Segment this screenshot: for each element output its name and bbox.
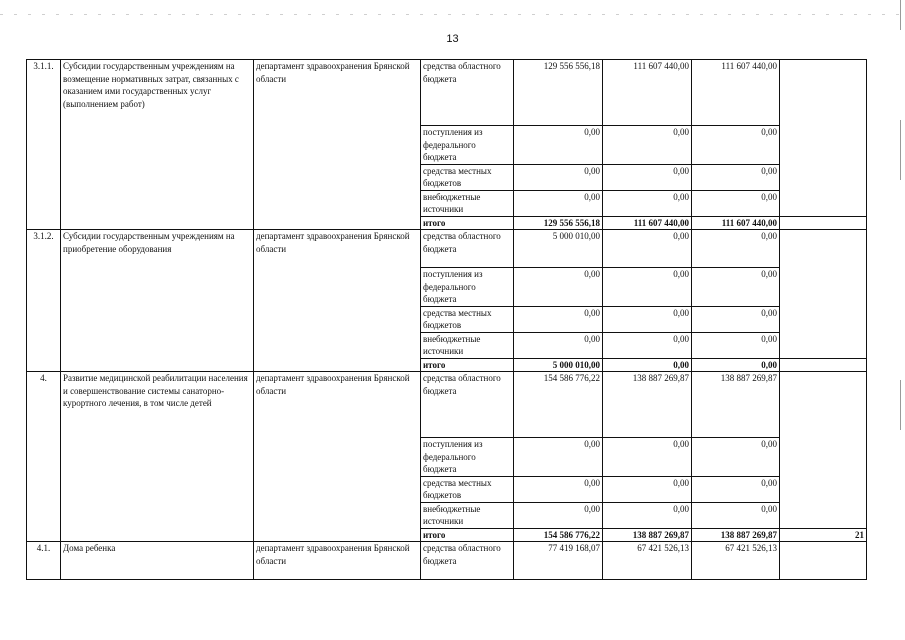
amount-year-3: 0,00 xyxy=(692,502,780,528)
amount-year-2: 0,00 xyxy=(603,332,692,358)
item-executor: департамент здравоохранения Брянской области xyxy=(254,60,421,230)
item-name: Развитие медицинской реабилитации населения и совершенствование системы санаторно-курортного лечения, в том числе детей xyxy=(61,372,254,542)
item-name: Субсидии государственным учреждениям на приобретение оборудования xyxy=(61,230,254,372)
amount-year-2: 0,00 xyxy=(603,502,692,528)
extra-cell xyxy=(780,358,867,372)
amount-year-2: 0,00 xyxy=(603,306,692,332)
extra-cell xyxy=(780,216,867,230)
amount-year-2: 0,00 xyxy=(603,190,692,216)
funding-source: поступления из федерального бюджета xyxy=(421,126,514,165)
amount-year-3: 0,00 xyxy=(692,230,780,268)
table-row xyxy=(27,60,867,126)
amount-year-3: 0,00 xyxy=(692,306,780,332)
amount-year-2: 0,00 xyxy=(603,164,692,190)
amount-year-2: 0,00 xyxy=(603,268,692,307)
amount-year-3: 0,00 xyxy=(692,332,780,358)
amount-year-3: 0,00 xyxy=(692,358,780,372)
amount-year-3: 111 607 440,00 xyxy=(692,60,780,126)
scan-edge-mark xyxy=(900,120,901,180)
item-number: 4.1. xyxy=(27,542,61,580)
amount-year-3: 0,00 xyxy=(692,438,780,477)
funding-source: внебюджетные источники xyxy=(421,332,514,358)
amount-year-1: 154 586 776,22 xyxy=(514,528,603,542)
amount-year-1: 0,00 xyxy=(514,502,603,528)
amount-year-2: 138 887 269,87 xyxy=(603,528,692,542)
funding-source: поступления из федерального бюджета xyxy=(421,438,514,477)
extra-cell xyxy=(780,542,867,580)
amount-year-3: 0,00 xyxy=(692,190,780,216)
funding-source: средства местных бюджетов xyxy=(421,164,514,190)
page-number: 13 xyxy=(446,33,459,45)
funding-source: итого xyxy=(421,216,514,230)
table-row xyxy=(27,372,867,438)
scan-edge-mark xyxy=(900,380,901,430)
funding-source: итого xyxy=(421,528,514,542)
budget-table xyxy=(26,59,867,580)
amount-year-2: 0,00 xyxy=(603,438,692,477)
item-executor: департамент здравоохранения Брянской области xyxy=(254,230,421,372)
amount-year-1: 129 556 556,18 xyxy=(514,60,603,126)
item-executor: департамент здравоохранения Брянской области xyxy=(254,542,421,580)
scan-artifact-line xyxy=(0,14,905,15)
amount-year-3: 0,00 xyxy=(692,164,780,190)
extra-cell xyxy=(780,372,867,529)
amount-year-3: 138 887 269,87 xyxy=(692,528,780,542)
amount-year-1: 0,00 xyxy=(514,268,603,307)
extra-cell xyxy=(780,230,867,359)
amount-year-3: 0,00 xyxy=(692,476,780,502)
amount-year-2: 67 421 526,13 xyxy=(603,542,692,580)
item-number: 4. xyxy=(27,372,61,542)
amount-year-1: 0,00 xyxy=(514,164,603,190)
amount-year-3: 138 887 269,87 xyxy=(692,372,780,438)
amount-year-1: 5 000 010,00 xyxy=(514,358,603,372)
amount-year-1: 0,00 xyxy=(514,306,603,332)
amount-year-1: 129 556 556,18 xyxy=(514,216,603,230)
amount-year-1: 0,00 xyxy=(514,332,603,358)
item-number: 3.1.2. xyxy=(27,230,61,372)
extra-cell xyxy=(780,60,867,217)
funding-source: внебюджетные источники xyxy=(421,502,514,528)
amount-year-1: 154 586 776,22 xyxy=(514,372,603,438)
amount-year-2: 0,00 xyxy=(603,358,692,372)
amount-year-2: 138 887 269,87 xyxy=(603,372,692,438)
funding-source: средства областного бюджета xyxy=(421,60,514,126)
amount-year-1: 77 419 168,07 xyxy=(514,542,603,580)
funding-source: средства местных бюджетов xyxy=(421,306,514,332)
amount-year-1: 0,00 xyxy=(514,190,603,216)
amount-year-2: 0,00 xyxy=(603,476,692,502)
item-name: Субсидии государственным учреждениям на возмещение нормативных затрат, связанных с оказанием ими государственных услуг (выполнением работ) xyxy=(61,60,254,230)
funding-source: поступления из федерального бюджета xyxy=(421,268,514,307)
item-name: Дома ребенка xyxy=(61,542,254,580)
amount-year-3: 0,00 xyxy=(692,126,780,165)
amount-year-2: 0,00 xyxy=(603,126,692,165)
funding-source: итого xyxy=(421,358,514,372)
amount-year-1: 0,00 xyxy=(514,476,603,502)
amount-year-1: 0,00 xyxy=(514,126,603,165)
funding-source: средства областного бюджета xyxy=(421,230,514,268)
amount-year-2: 0,00 xyxy=(603,230,692,268)
funding-source: средства областного бюджета xyxy=(421,372,514,438)
amount-year-2: 111 607 440,00 xyxy=(603,216,692,230)
amount-year-2: 111 607 440,00 xyxy=(603,60,692,126)
scan-edge-mark xyxy=(900,0,901,30)
funding-source: средства областного бюджета xyxy=(421,542,514,580)
extra-cell: 21 xyxy=(780,528,867,542)
amount-year-3: 67 421 526,13 xyxy=(692,542,780,580)
table-row xyxy=(27,230,867,268)
table-row xyxy=(27,542,867,580)
amount-year-3: 0,00 xyxy=(692,268,780,307)
item-executor: департамент здравоохранения Брянской области xyxy=(254,372,421,542)
amount-year-1: 0,00 xyxy=(514,438,603,477)
funding-source: внебюджетные источники xyxy=(421,190,514,216)
amount-year-3: 111 607 440,00 xyxy=(692,216,780,230)
funding-source: средства местных бюджетов xyxy=(421,476,514,502)
amount-year-1: 5 000 010,00 xyxy=(514,230,603,268)
item-number: 3.1.1. xyxy=(27,60,61,230)
